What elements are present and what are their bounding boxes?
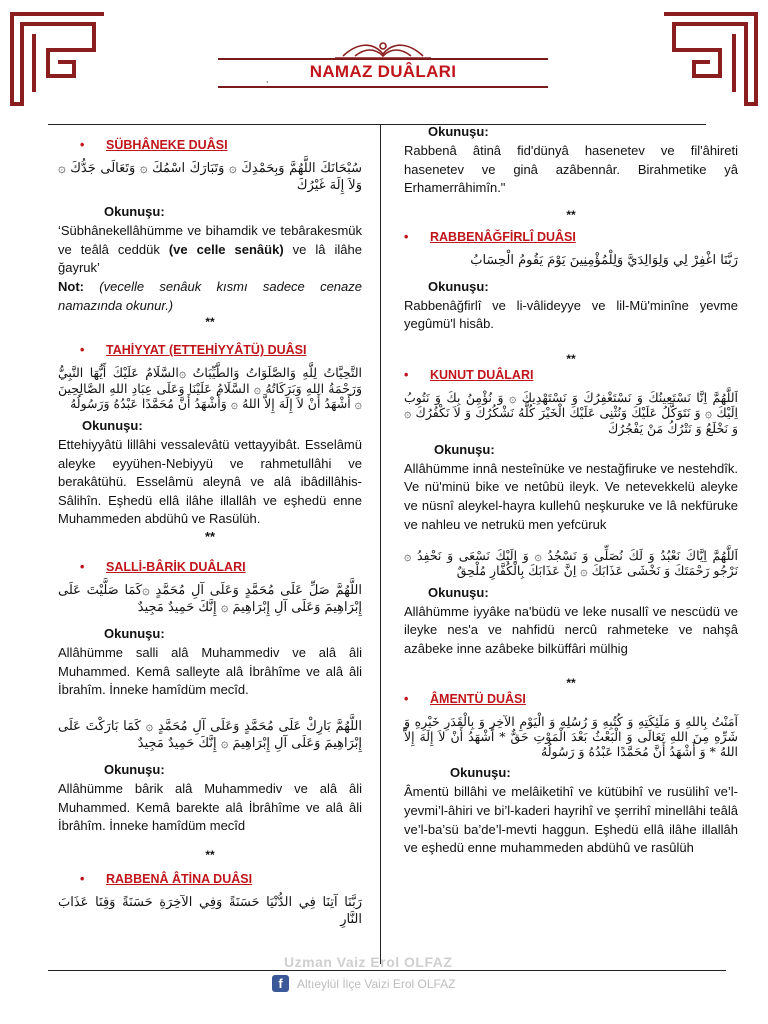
- footer-subtitle: Altıeylül İlçe Vaizi Erol OLFAZ: [297, 976, 456, 991]
- title-mark: ,: [266, 74, 269, 84]
- corner-ornament-icon: [662, 10, 760, 108]
- corner-ornament-icon: [8, 10, 106, 108]
- title-banner: [218, 40, 548, 98]
- separator: **: [205, 848, 215, 863]
- transliteration: ‘Sübhânekellâhümme ve bihamdik ve tebârakesmük ve teâlâ ceddük (ve celle senâük) ve lâ ilâhe ğayruk’: [58, 223, 362, 276]
- bullet: •: [80, 343, 85, 358]
- arabic-text: رَبَّنَا آتِنَا فِي الدُّنْيَا حَسَنَةً وَفِي الآخِرَةِ حَسَنَةً وَقِنَا عَذَابَ النَّارِ: [58, 895, 362, 928]
- arabic-text: آمَنْتُ بِاللهِ وَ مَلَئِكَتِهِ وَ كُتُبِهِ وَ رُسُلِهِ وَ الْيَوْمِ الآخِرِ وَ بِالْقَدَرِ خَيْرِهِ وَ شَرِّهِ مِنَ اللهِ تَعَالَى وَ الْبَعْثُ بَعْدَ الْمَوْتِ حَقٌّ * أَشْهَدُ أَنْ لاَ إِلَهَ إِلاَّ اللهُ * وَ أَشْهَدُ أَنَّ مُحَمَّدًا عَبْدُهُ وَ رَسُولُهُ: [404, 714, 738, 760]
- column-divider: [380, 124, 381, 964]
- section-heading-subhaneke: [58, 138, 362, 152]
- bullet: •: [404, 692, 409, 707]
- footer-brand: Uzman Vaiz Erol OLFAZ: [284, 954, 453, 970]
- transliteration: Allâhümme innâ nesteînüke ve nestağfiruke ve nestehdîk. Ve nü'minü bike ve netûbü ileyk. Ve netevekkelü aleyke ve nüsnî aleykel-hayra kullehû neşkuruke ve lâ nekfüruke ve nahleu ve netrukü men yefcüruk: [404, 460, 738, 532]
- bullet: •: [404, 368, 409, 383]
- okunusu-label: Okunuşu:: [104, 204, 165, 220]
- bullet: •: [80, 138, 85, 152]
- okunusu-label: Okunuşu:: [82, 418, 143, 434]
- transliteration: Allâhümme salli alâ Muhammediv ve alâ âli Muhammed. Kemâ salleyte alâ İbrâhîme ve alâ âli İbrahîm. İnneke hamîdüm mecîd.: [58, 645, 362, 698]
- okunusu-label: Okunuşu:: [104, 762, 165, 778]
- heading-text: SALLİ-BÂRİK DUÂLARI: [106, 559, 246, 574]
- title-ornament-icon: [333, 40, 433, 60]
- note: Not: (vecelle senâuk kısmı sadece cenaze namazında okunur.): [58, 279, 362, 313]
- separator: **: [204, 528, 216, 544]
- okunusu-label: Okunuşu:: [428, 278, 489, 294]
- section-heading-rabbena-atina: [58, 872, 362, 886]
- transliteration: Ettehiyyâtü lillâhi vessalevâtü vettayyibât. Esselâmü aleyke eyyühen-Nebiyyü ve rahmetullâhi ve berakâtühü. Esselâmü aleynâ ve alâ ibâdillâhis-Sâlihîn. Eşhedü ellâ ilâhe illallâh ve eşhedü enne Muhammeden abdühû ve Rasülüh.: [58, 437, 362, 527]
- arabic-text: اَللَّهُمَّ اِنَّا نَسْتَعِينُكَ وَ نَسْتَغْفِرُكَ وَ نَسْتَهْدِيكَ ۞ وَ نُؤْمِنُ بِكَ وَ نَتُوبُ اِلَيْكَ ۞ وَ نَتَوَكَّلُ عَلَيْكَ وَنُثْنِى عَلَيْكَ الْخَيْرَ كُلَّهُ نَشْكُرُكَ وَ لاَ نَكْفُرُكَ ۞ وَ نَخْلَعُ وَ نَتْرُكُ مَنْ يَفْجُرُكَ: [404, 390, 738, 436]
- arabic-text: اَللَّهُمَّ اِيَّاكَ نَعْبُدُ وَ لَكَ نُصَلِّى وَ نَسْجُدُ ۞ وَ اِلَيْكَ نَسْعَى وَ نَحْفِدُ ۞ نَرْجُو رَحْمَتَكَ وَ نَخْشَى عَذَابَكَ ۞ اِنَّ عَذَابَكَ بِالْكُفَّارِ مُلْحِقٌ: [404, 548, 738, 579]
- section-heading-rabbenagfirli: [404, 230, 738, 244]
- page-title: NAMAZ DUÂLARI: [309, 62, 457, 81]
- transliteration: Allâhümme bârik alâ Muhammediv ve alâ âli Muhammed. Kemâ barekte alâ İbrâhîme ve alâ âli İbrâhîm. İnneke hamîdüm mecîd: [58, 781, 362, 834]
- separator: **: [566, 207, 576, 222]
- okunusu-label: Okunuşu:: [434, 441, 495, 457]
- arabic-text: اللَّهُمَّ بَارِكْ عَلَى مُحَمَّدٍ وَعَلَى آلِ مُحَمَّدٍ ۞ كَمَا بَارَكْتَ عَلَى إِبْرَاهِيمَ وَعَلَى آلِ إِبْرَاهِيمَ ۞ إِنَّكَ حَمِيدٌ مَجِيدٌ: [58, 719, 362, 752]
- transliteration: Âmentü billâhi ve melâiketihî ve kütübihî ve rusülihî ve’l-yevmi’l-âhiri ve bi’l-kaderi hayrihî ve şerrihî minellâhi teâlâ ve’l-ba’sü ba’de’l-mevti haggun. Eşhedü ellâ ilâhe illallâh ve eşhedü enne muhammeden abdühû ve rasûlüh: [404, 784, 738, 856]
- bullet: •: [80, 872, 85, 887]
- heading-text: SÜBHÂNEKE DUÂSI: [106, 138, 228, 152]
- okunusu-label: Okunuşu:: [428, 124, 489, 139]
- okunusu-label: Okunuşu:: [428, 584, 489, 600]
- facebook-icon[interactable]: f: [272, 975, 289, 992]
- section-heading-amentu: [404, 692, 738, 706]
- bullet: •: [404, 229, 409, 244]
- arabic-text: التَّحِيَّاتُ لِلَّهِ وَالصَّلَوَاتُ وَالطَّيِّبَاتُ ۞السَّلَامُ عَلَيْكَ أَيُّهَا النَّبِيُّ وَرَحْمَةُ اللهِ وَبَرَكَاتُهُ ۞ السَّلَامُ عَلَيْنَا وَعَلَى عِبَادِ اللهِ الصَّالِحِينَ ۞ أَشْهَدُ أَنْ لاَ إِلَهَ إِلاَّ اللهُ ۞ وَأَشْهَدُ أَنَّ مُحَمَّدًا عَبْدُهُ وَرَسُولُهُ: [58, 365, 362, 412]
- heading-text: ÂMENTÜ DUÂSI: [430, 692, 526, 707]
- heading-text: TAHİYYAT (ETTEHİYYÂTÜ) DUÂSI: [106, 343, 307, 358]
- bullet: •: [80, 559, 85, 574]
- transliteration: Rabbenâğfirlî ve li-vâlideyye ve lil-Mü'minîne yevme yegûmü'l hisâb.: [404, 297, 738, 332]
- arabic-text: اللَّهُمَّ صَلِّ عَلَى مُحَمَّدٍ وَعَلَى آلِ مُحَمَّدٍ ۞كَمَا صَلَّيْتَ عَلَى إِبْرَاهِيمَ وَعَلَى آلِ إِبْرَاهِيمَ ۞ إِنَّكَ حَمِيدٌ مَجِيدٌ: [58, 582, 362, 616]
- heading-text: KUNUT DUÂLARI: [430, 368, 534, 383]
- separator: **: [566, 676, 576, 691]
- okunusu-label: Okunuşu:: [104, 626, 165, 642]
- section-heading-kunut: [404, 368, 738, 382]
- heading-text: RABBENÂ ÂTİNA DUÂSI: [106, 872, 253, 887]
- arabic-text: رَبَّنَا اغْفِرْ لِي وَلِوَالِدَيَّ وَلِلْمُؤْمِنِينَ يَوْمَ يَقُومُ الْحِسَابُ: [470, 252, 738, 268]
- transliteration: Rabbenâ âtinâ fid'dünyâ hasenetev ve fil'âhireti hasenetev ve ginâ azâbennâr. Birahmetike yâ Erhamerrâhimîn.": [404, 143, 738, 196]
- section-heading-tahiyyat: [58, 343, 362, 357]
- bottom-rule: [48, 970, 726, 971]
- right-column: [404, 124, 738, 858]
- separator: **: [566, 352, 576, 367]
- arabic-text: سُبْحَانَكَ اللَّهُمَّ وَبِحَمْدِكَ ۞ وَتَبَارَكَ اسْمُكَ ۞ وَتَعَالَى جَدُّكَ ۞ وَلاَ إِلَهَ غَيْرُكَ: [58, 161, 362, 194]
- separator: **: [205, 315, 215, 330]
- section-heading-salli-barik: [58, 560, 362, 574]
- left-column: [58, 138, 362, 938]
- okunusu-label: Okunuşu:: [450, 765, 511, 781]
- heading-text: RABBENÂĞFİRLÎ DUÂSI: [430, 229, 576, 244]
- transliteration: Allâhümme iyyâke na'büdü ve leke nusallî ve nescüdü ve ileyke nes'a ve nahfidü nercû rahmeteke ve nahşâ azâbeke inne azâbeke bilküffâri mülhig: [404, 603, 738, 656]
- footer-social: [272, 975, 456, 992]
